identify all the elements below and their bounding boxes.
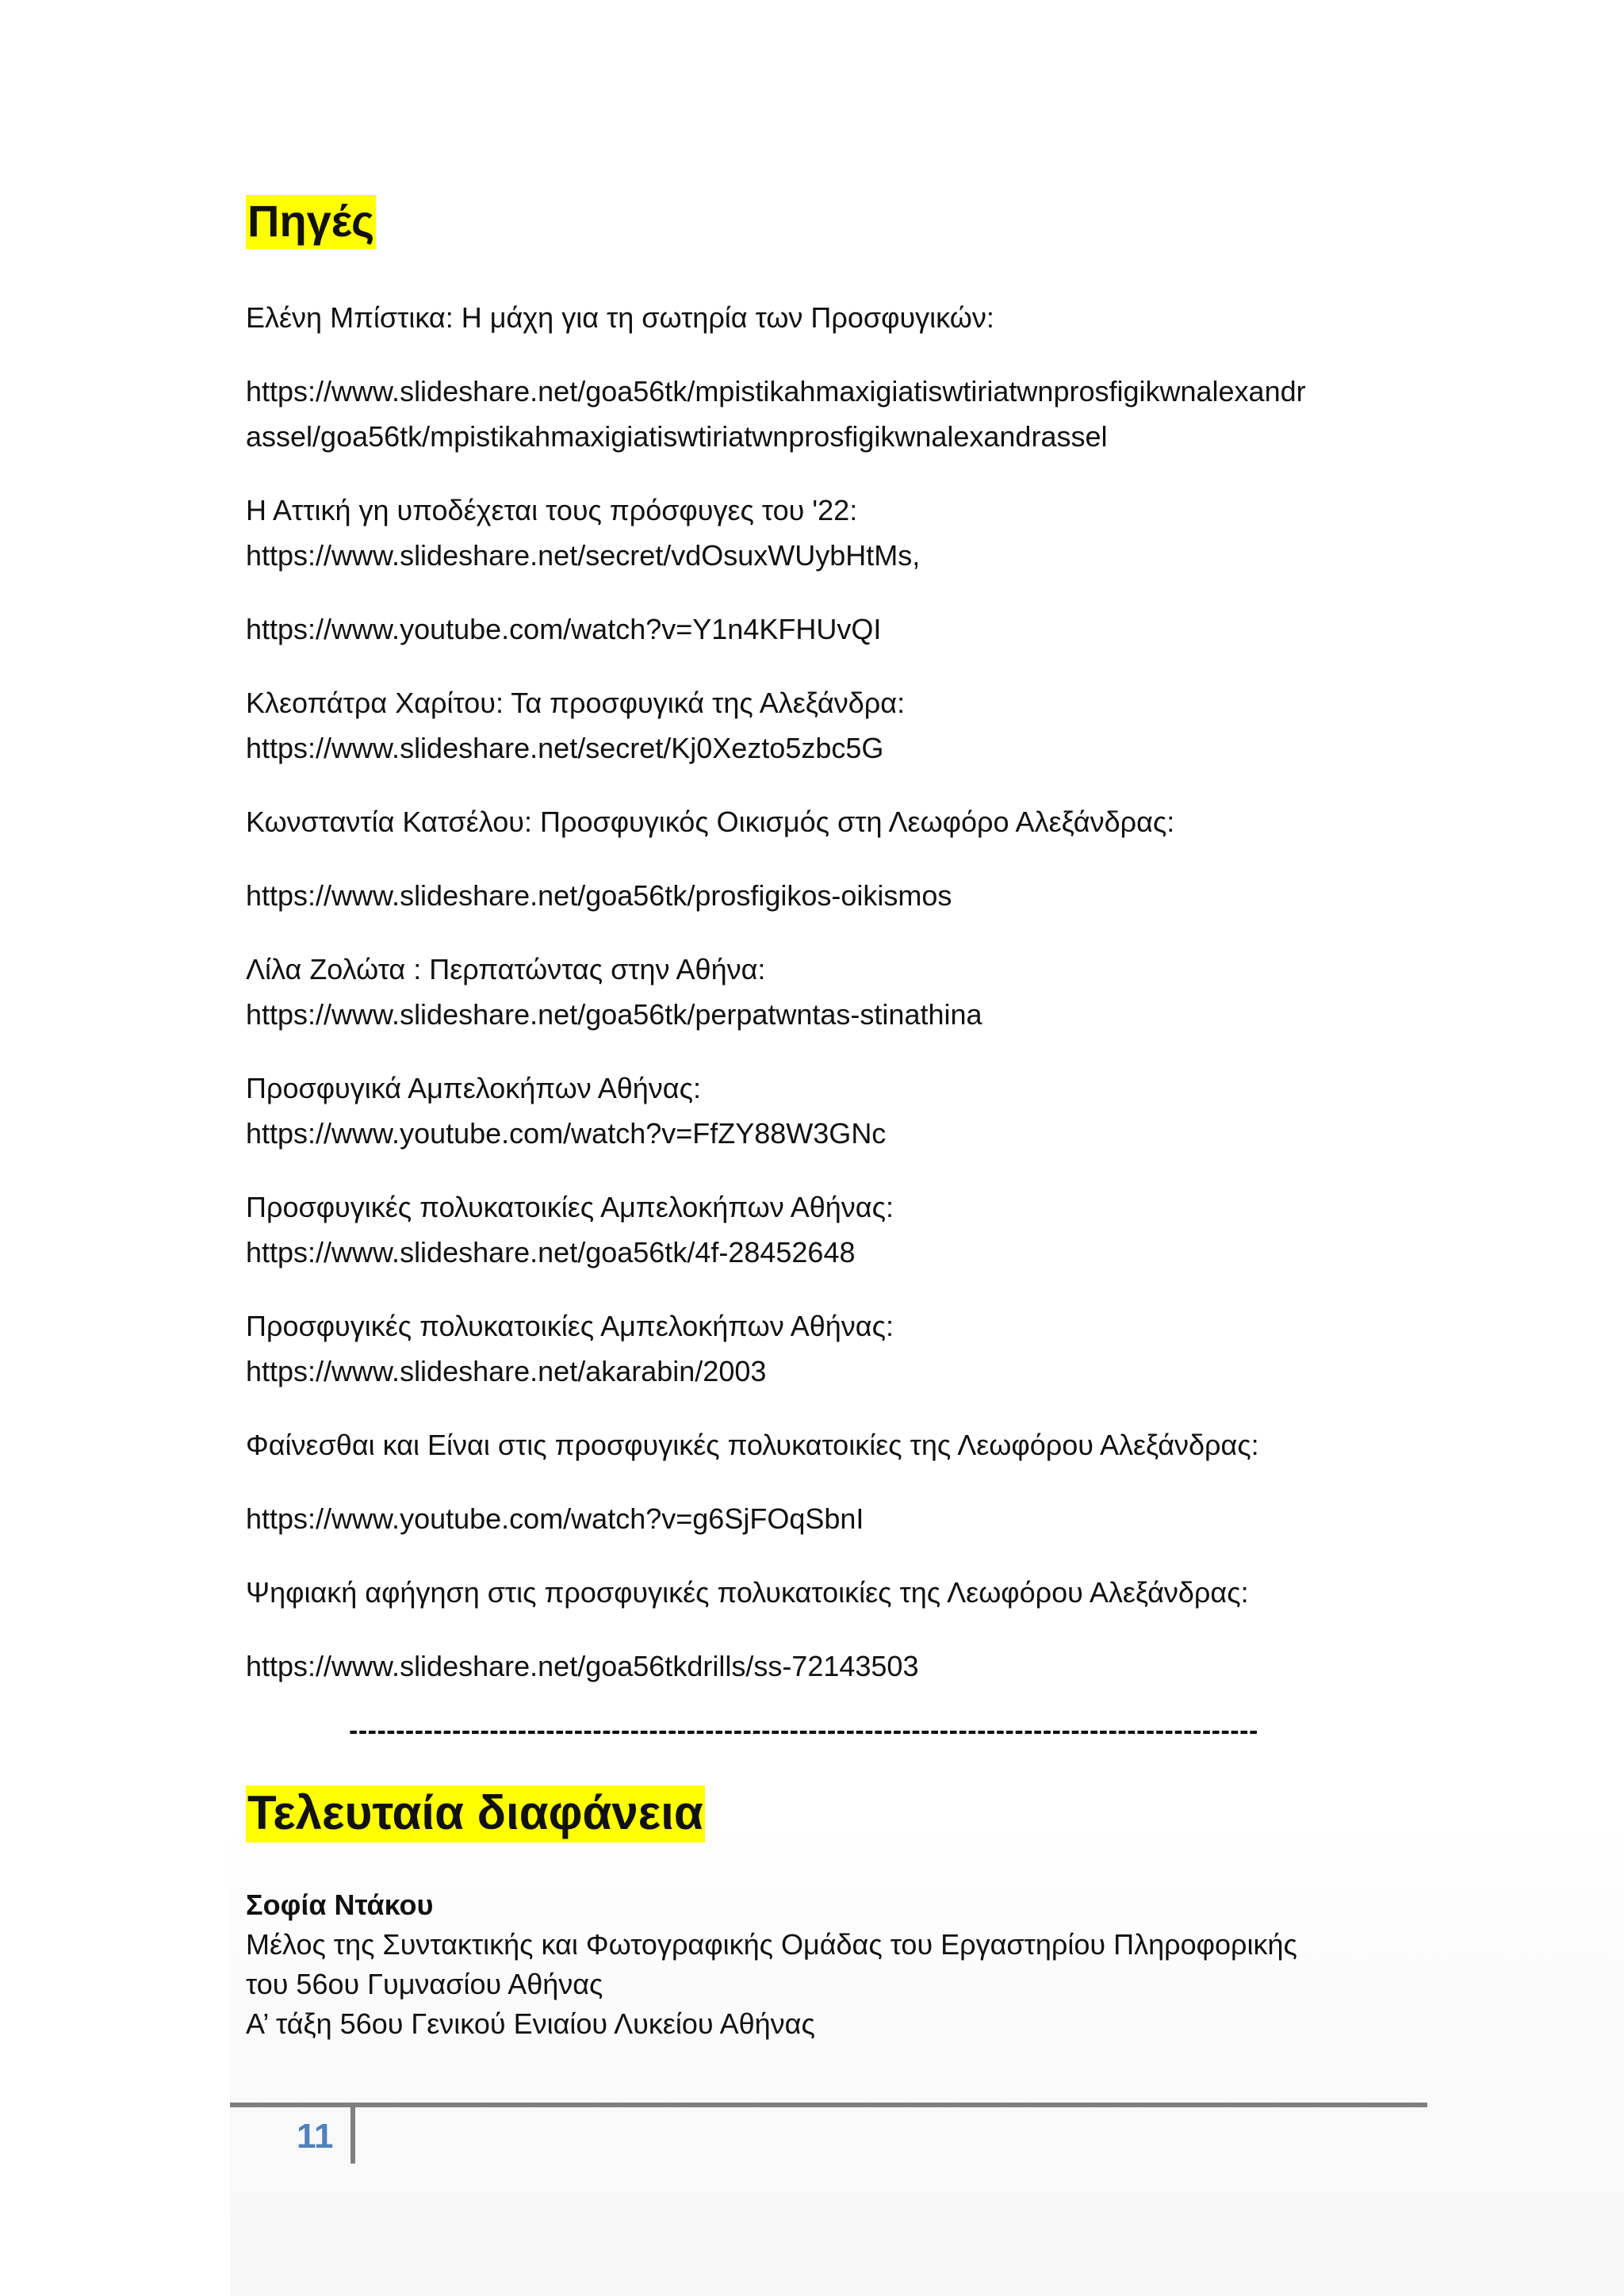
source-entry [246, 295, 1435, 340]
page-number-bar [350, 2105, 355, 2164]
section-divider: ------------------------------------------------------------------------------------------------- [349, 1716, 1258, 1746]
source-url[interactable]: https://www.youtube.com/watch?v=FfZY88W3GNc [246, 1117, 887, 1150]
source-title: Προσφυγικά Αμπελοκήπων Αθήνας: [246, 1072, 701, 1104]
source-title: Κωνσταντία Κατσέλου: Προσφυγικός Οικισμός στη Λεωφόρο Αλεξάνδρας: [246, 806, 1175, 838]
source-entry [246, 680, 1435, 771]
source-url[interactable]: https://www.slideshare.net/akarabin/2003 [246, 1355, 767, 1387]
author-name: Σοφία Ντάκου [246, 1888, 434, 1921]
author-role-line: Μέλος της Συντακτικής και Φωτογραφικής Ομάδας του Εργαστηρίου Πληροφορικής [246, 1928, 1297, 1961]
source-entry [246, 873, 1435, 918]
source-url[interactable]: https://www.slideshare.net/goa56tk/prosfigikos-oikismos [246, 879, 952, 912]
source-url[interactable]: https://www.slideshare.net/secret/Kj0Xezto5zbc5G [246, 732, 884, 764]
author-class-line: Α’ τάξη 56ου Γενικού Ενιαίου Λυκείου Αθήνας [246, 2007, 815, 2040]
last-slide-heading: Τελευταία διαφάνεια [246, 1785, 705, 1843]
source-url[interactable]: https://www.slideshare.net/secret/vdOsuxWUybHtMs, [246, 539, 921, 572]
source-entry [246, 1644, 1435, 1689]
source-title: Προσφυγικές πολυκατοικίες Αμπελοκήπων Αθήνας: [246, 1191, 894, 1223]
source-entry [246, 799, 1435, 844]
page-number: 11 [297, 2117, 334, 2156]
source-entry [246, 1303, 1435, 1394]
source-url[interactable]: https://www.slideshare.net/goa56tk/perpatwntas-stinathina [246, 998, 982, 1031]
source-entry [246, 1066, 1435, 1156]
source-entry [246, 1496, 1435, 1541]
source-entry [246, 607, 1435, 652]
source-title: Προσφυγικές πολυκατοικίες Αμπελοκήπων Αθήνας: [246, 1310, 894, 1342]
source-url[interactable]: https://www.slideshare.net/goa56tk/mpistikahmaxigiatiswtiriatwnprosfigikwnalexandr [246, 375, 1306, 408]
source-entry [246, 1184, 1435, 1275]
author-role-line: του 56ου Γυμνασίου Αθήνας [246, 1968, 603, 2000]
author-block [246, 1885, 1435, 2044]
source-url[interactable]: https://www.slideshare.net/goa56tk/4f-28452648 [246, 1236, 856, 1269]
source-entry [246, 947, 1435, 1037]
source-url[interactable]: https://www.youtube.com/watch?v=g6SjFOqSbnI [246, 1502, 864, 1535]
sources-list [246, 295, 1435, 1717]
source-url[interactable]: assel/goa56tk/mpistikahmaxigiatiswtiriatwnprosfigikwnalexandrassel [246, 420, 1108, 453]
source-entry [246, 1422, 1435, 1468]
sources-heading: Πηγές [246, 195, 376, 249]
source-url[interactable]: https://www.youtube.com/watch?v=Y1n4KFHUvQI [246, 613, 882, 645]
source-title: Ψηφιακή αφήγηση στις προσφυγικές πολυκατοικίες της Λεωφόρου Αλεξάνδρας: [246, 1576, 1249, 1609]
source-entry [246, 369, 1435, 459]
source-title: Ελένη Μπίστικα: Η μάχη για τη σωτηρία των Προσφυγικών: [246, 301, 994, 334]
source-title: Η Αττική γη υποδέχεται τους πρόσφυγες του '22: [246, 494, 858, 526]
source-title: Φαίνεσθαι και Είναι στις προσφυγικές πολυκατοικίες της Λεωφόρου Αλεξάνδρας: [246, 1429, 1259, 1461]
source-entry [246, 1570, 1435, 1615]
source-title: Λίλα Ζολώτα : Περπατώντας στην Αθήνα: [246, 953, 766, 985]
footer-rule [230, 2103, 1427, 2107]
source-url[interactable]: https://www.slideshare.net/goa56tkdrills/ss-72143503 [246, 1650, 919, 1682]
source-entry [246, 488, 1435, 578]
source-title: Κλεοπάτρα Χαρίτου: Τα προσφυγικά της Αλεξάνδρα: [246, 687, 906, 719]
